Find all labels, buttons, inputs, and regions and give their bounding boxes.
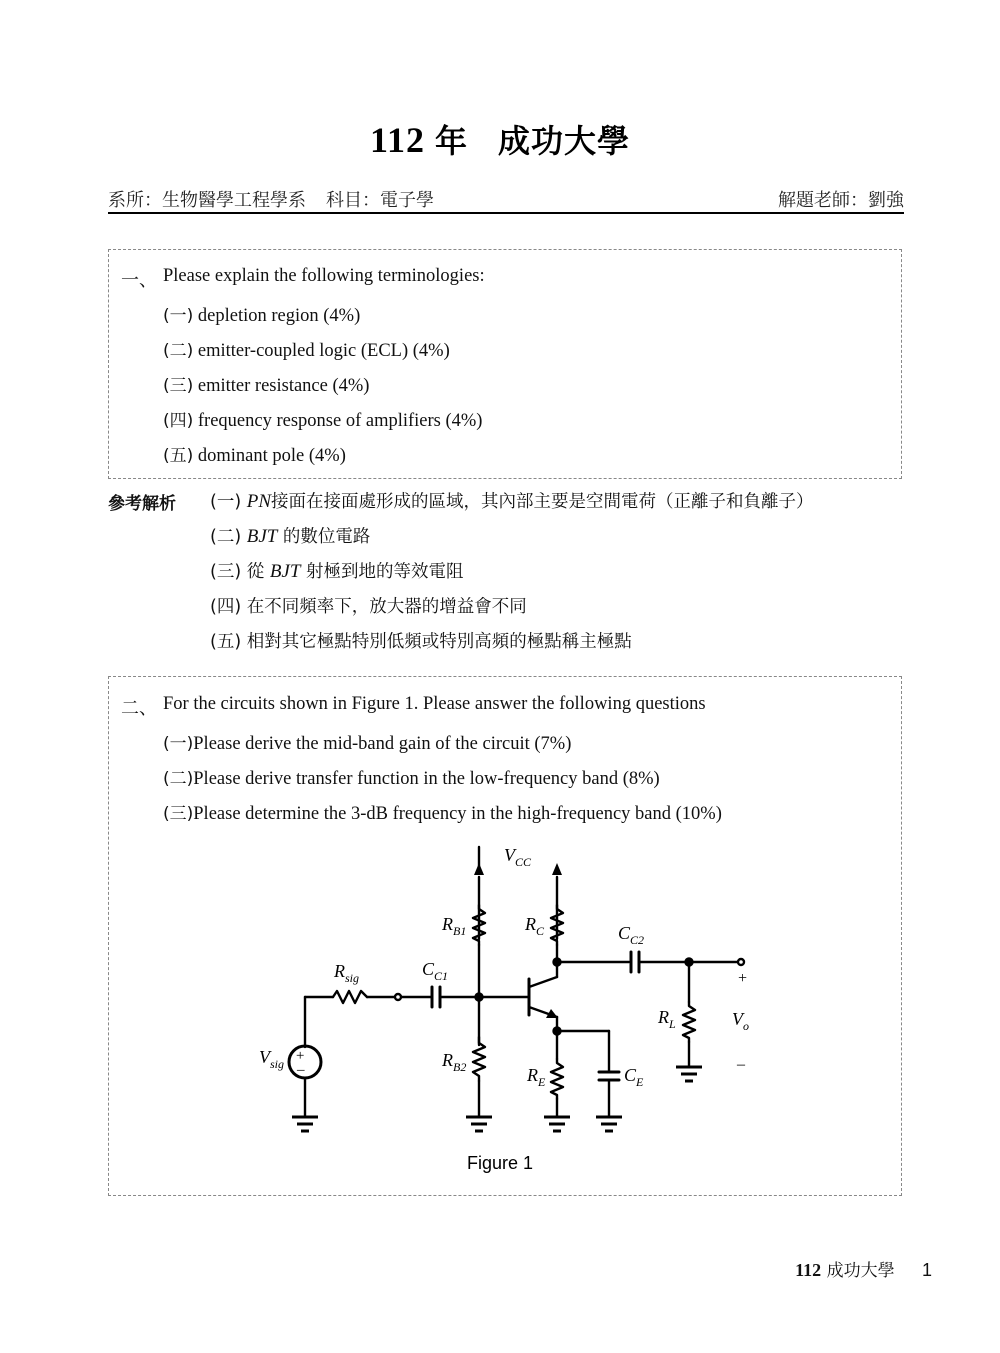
label-rb2: $R_{B2}$ bbox=[442, 1050, 467, 1074]
teacher-label: 解題老師：劉強 bbox=[778, 190, 904, 211]
answer-term: BJT bbox=[269, 561, 301, 582]
answer-marker: (一) bbox=[210, 492, 242, 512]
answer-term: BJT bbox=[246, 526, 278, 547]
answer-term: PN bbox=[246, 491, 272, 512]
page-title bbox=[0, 116, 1000, 162]
resistor-rsig-icon bbox=[333, 991, 367, 1003]
question-1-item bbox=[163, 301, 360, 327]
ground-icon bbox=[596, 1117, 622, 1131]
transistor-collector bbox=[529, 977, 557, 987]
answer-text: 在不同頻率下，放大器的增益會不同 bbox=[246, 597, 527, 617]
question-1-item bbox=[163, 371, 369, 397]
exam-header bbox=[108, 184, 904, 214]
item-text: frequency response of amplifiers (4%) bbox=[197, 411, 483, 431]
source-plus-sign: + bbox=[295, 1048, 306, 1064]
question-2-prompt: For the circuits shown in Figure 1. Please answer the following questions bbox=[163, 694, 706, 714]
label-cc2: $C_{C2}$ bbox=[618, 923, 645, 947]
circuit-diagram bbox=[109, 677, 901, 1195]
item-marker: (三) bbox=[163, 376, 194, 396]
answer-pre: 從 bbox=[246, 562, 265, 582]
answer-text: 的數位電路 bbox=[282, 527, 371, 547]
answer-marker: (三) bbox=[210, 562, 242, 582]
resistor-rl-icon bbox=[683, 1002, 695, 1042]
answer-label: 參考解析 bbox=[108, 494, 176, 514]
label-rl: $R_L$ bbox=[658, 1007, 676, 1031]
source-minus-sign: – bbox=[297, 1062, 305, 1078]
question-1-item bbox=[163, 441, 346, 467]
answer-item bbox=[210, 593, 527, 618]
label-ce: $C_E$ bbox=[624, 1065, 644, 1089]
item-text: Please derive the mid-band gain of the circuit (7%) bbox=[193, 734, 572, 754]
question-2-number: 二、 bbox=[121, 698, 157, 719]
answer-1-section bbox=[108, 486, 908, 656]
subject-label: 科目：電子學 bbox=[326, 190, 434, 211]
title-university: 成功大學 bbox=[498, 122, 631, 160]
answer-marker: (四) bbox=[210, 597, 242, 617]
item-marker: (四) bbox=[163, 411, 194, 431]
item-marker: (二) bbox=[163, 769, 194, 789]
ground-icon bbox=[544, 1117, 570, 1131]
question-2-box bbox=[108, 676, 902, 1196]
label-cc1: $C_{C1}$ bbox=[422, 959, 449, 983]
item-text: dominant pole (4%) bbox=[197, 446, 346, 466]
output-minus-sign: – bbox=[737, 1056, 745, 1073]
ground-icon bbox=[292, 1117, 318, 1131]
question-1-item bbox=[163, 406, 482, 432]
answer-text: 射極到地的等效電阻 bbox=[306, 562, 464, 582]
vcc-arrow-right-icon bbox=[552, 863, 562, 875]
answer-item bbox=[210, 558, 464, 583]
answer-item bbox=[210, 628, 632, 653]
item-marker: (一) bbox=[163, 734, 194, 754]
item-text: emitter-coupled logic (ECL) (4%) bbox=[197, 341, 450, 361]
question-1-box bbox=[108, 249, 902, 479]
ground-icon bbox=[466, 1117, 492, 1131]
figure-caption: Figure 1 bbox=[467, 1153, 534, 1173]
department-label: 系所：生物醫學工程學系 bbox=[108, 190, 306, 211]
label-rb1: $R_{B1}$ bbox=[442, 914, 467, 938]
item-marker: (三) bbox=[163, 804, 194, 824]
answer-marker: (二) bbox=[210, 527, 242, 547]
output-plus-sign: + bbox=[737, 970, 748, 987]
item-marker: (五) bbox=[163, 446, 194, 466]
label-rsig: $R_{sig}$ bbox=[334, 961, 360, 985]
answer-text: 相對其它極點特別低頻或特別高頻的極點稱主極點 bbox=[246, 632, 632, 652]
answer-item bbox=[210, 488, 814, 513]
label-re: $R_E$ bbox=[527, 1065, 546, 1089]
item-marker: (一) bbox=[163, 306, 194, 326]
footer-university: 成功大學 bbox=[826, 1261, 895, 1281]
figure-1 bbox=[109, 677, 901, 1195]
question-1-number: 一、 bbox=[121, 270, 157, 291]
label-vcc: $V_{CC}$ bbox=[504, 845, 532, 869]
title-year-number: 112 bbox=[369, 120, 425, 160]
question-1-prompt: Please explain the following terminologies: bbox=[163, 266, 485, 286]
item-text: Please determine the 3-dB frequency in the high-frequency band (10%) bbox=[193, 804, 722, 824]
footer-year: 112 bbox=[795, 1260, 822, 1280]
label-rc: $R_C$ bbox=[525, 914, 545, 938]
label-vsig: $V_{sig}$ bbox=[259, 1047, 285, 1071]
page-number: 1 bbox=[921, 1260, 932, 1280]
output-terminal bbox=[738, 959, 744, 965]
question-1-item bbox=[163, 336, 450, 362]
base-node bbox=[476, 994, 483, 1001]
answer-item bbox=[210, 523, 370, 548]
title-year-suffix: 年 bbox=[434, 122, 468, 160]
answer-marker: (五) bbox=[210, 632, 242, 652]
item-text: depletion region (4%) bbox=[197, 306, 361, 326]
item-text: Please derive transfer function in the low-frequency band (8%) bbox=[193, 769, 660, 789]
item-marker: (二) bbox=[163, 341, 194, 361]
ground-icon bbox=[676, 1067, 702, 1081]
page-footer bbox=[795, 1256, 932, 1281]
item-text: emitter resistance (4%) bbox=[197, 376, 370, 396]
resistor-re-icon bbox=[551, 1059, 563, 1099]
label-vo: $V_o$ bbox=[732, 1009, 749, 1033]
vcc-arrow-left-icon bbox=[474, 863, 484, 875]
answer-text: 接面在接面處形成的區域，其內部主要是空間電荷（正離子和負離子） bbox=[271, 492, 814, 512]
resistor-rb2-icon bbox=[473, 1037, 485, 1081]
